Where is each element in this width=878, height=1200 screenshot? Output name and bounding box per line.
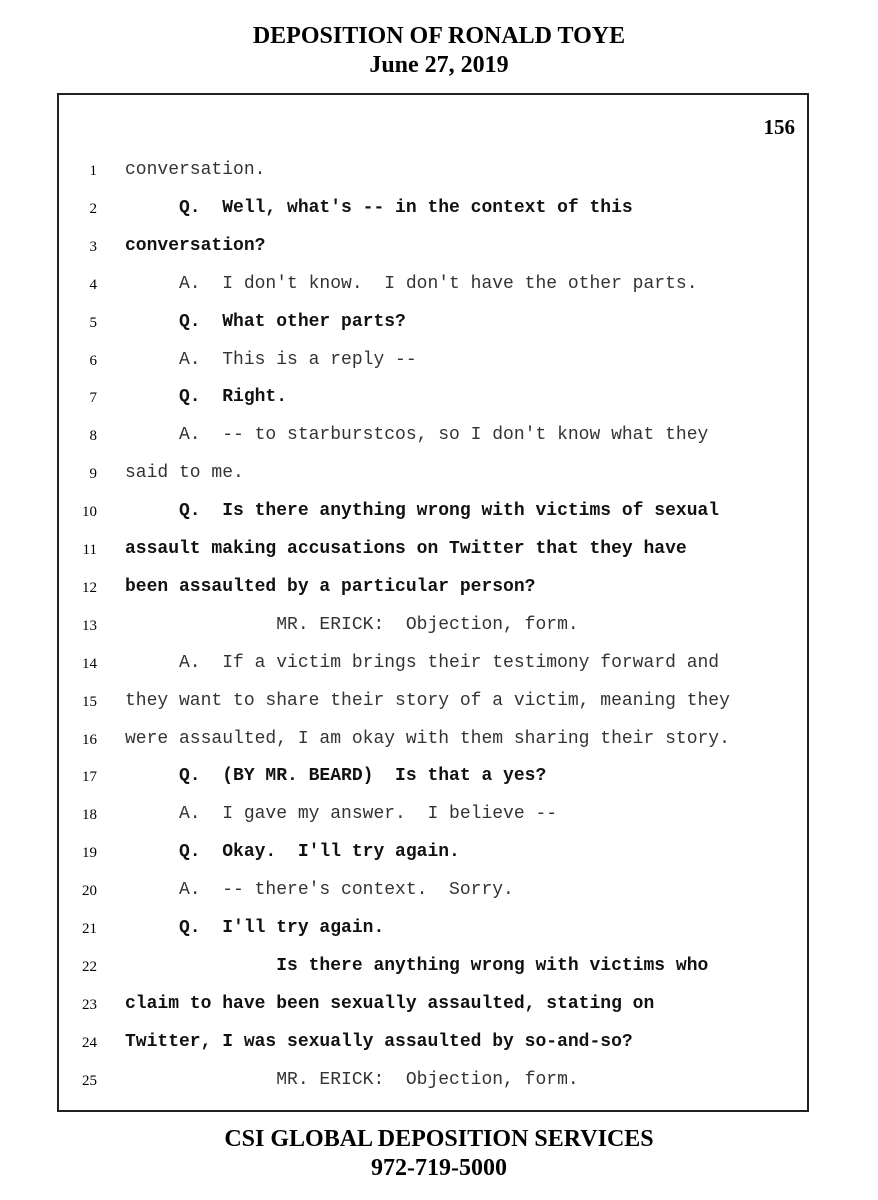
line-number: 9 — [89, 466, 97, 483]
line-number: 18 — [82, 807, 97, 824]
line-number: 11 — [82, 542, 97, 558]
transcript-line — [59, 765, 807, 803]
transcript-line — [59, 728, 807, 766]
line-text: conversation. — [125, 160, 266, 180]
line-text: MR. ERICK: Objection, form. — [125, 1069, 579, 1090]
line-number: 25 — [82, 1072, 97, 1089]
transcript-line — [59, 386, 807, 424]
transcript-line — [59, 955, 807, 993]
line-text: Q. What other parts? — [125, 311, 406, 332]
transcript-line — [59, 159, 807, 197]
transcript-line — [59, 349, 807, 387]
line-text: A. -- there's context. Sorry. — [125, 880, 514, 901]
line-number: 13 — [82, 617, 97, 634]
line-text: they want to share their story of a victim, meaning they — [125, 690, 730, 711]
line-text: Q. (BY MR. BEARD) Is that a yes? — [125, 766, 547, 787]
company-phone: 972-719-5000 — [371, 1155, 507, 1181]
page-header — [0, 22, 878, 80]
page-footer — [0, 1125, 878, 1183]
line-number: 23 — [82, 996, 97, 1013]
line-number: 8 — [89, 428, 97, 445]
line-number: 21 — [82, 921, 97, 937]
line-text: Q. Well, what's -- in the context of this — [125, 197, 633, 218]
line-text: MR. ERICK: Objection, form. — [125, 614, 579, 635]
transcript-line — [59, 1069, 807, 1107]
transcript-line — [59, 879, 807, 917]
transcript-line — [59, 993, 807, 1031]
line-number: 14 — [82, 655, 97, 672]
deposition-title: DEPOSITION OF RONALD TOYE — [252, 23, 626, 49]
line-number: 6 — [89, 352, 97, 369]
transcript-line — [59, 1031, 807, 1069]
line-number: 10 — [82, 504, 97, 521]
transcript-line — [59, 235, 807, 273]
deposition-date: June 27, 2019 — [369, 52, 509, 78]
company-name: CSI GLOBAL DEPOSITION SERVICES — [224, 1126, 654, 1152]
transcript-line — [59, 576, 807, 614]
line-number: 20 — [82, 883, 97, 900]
transcript-line — [59, 652, 807, 690]
transcript-page — [57, 93, 809, 1112]
line-number: 16 — [82, 731, 97, 748]
line-number: 7 — [89, 390, 97, 407]
line-number: 2 — [89, 200, 97, 217]
transcript-line — [59, 614, 807, 652]
page-number: 156 — [763, 115, 795, 139]
transcript-line — [59, 462, 807, 500]
line-number: 3 — [89, 238, 97, 255]
line-text: A. I don't know. I don't have the other parts. — [125, 273, 698, 294]
transcript-line — [59, 538, 807, 576]
transcript-line — [59, 690, 807, 728]
transcript-line — [59, 273, 807, 311]
line-number: 19 — [82, 845, 97, 862]
line-text: Q. Right. — [125, 387, 288, 408]
line-number: 5 — [89, 314, 97, 331]
line-text: Twitter, I was sexually assaulted by so-and-so? — [125, 1031, 633, 1052]
line-text: Is there anything wrong with victims who — [125, 955, 709, 976]
line-text: been assaulted by a particular person? — [125, 576, 536, 597]
line-number: 4 — [89, 276, 97, 293]
line-text: Q. I'll try again. — [125, 918, 385, 938]
line-text: were assaulted, I am okay with them sharing their story. — [125, 728, 730, 749]
transcript-line — [59, 197, 807, 235]
transcript-lines — [59, 95, 807, 1110]
line-number: 24 — [82, 1034, 97, 1051]
line-text: claim to have been sexually assaulted, stating on — [125, 993, 655, 1014]
line-text: said to me. — [125, 463, 244, 484]
line-number: 17 — [82, 769, 97, 786]
line-text: A. If a victim brings their testimony forward and — [125, 652, 720, 673]
transcript-line — [59, 424, 807, 462]
line-number: 15 — [82, 693, 97, 710]
line-text: A. I gave my answer. I believe -- — [125, 804, 558, 825]
transcript-line — [59, 500, 807, 538]
line-text: assault making accusations on Twitter that they have — [125, 539, 687, 559]
transcript-line — [59, 917, 807, 955]
transcript-line — [59, 311, 807, 349]
line-text: Q. Is there anything wrong with victims of sexual — [125, 501, 720, 522]
line-text: conversation? — [125, 235, 266, 256]
line-number: 1 — [89, 163, 97, 179]
transcript-line — [59, 803, 807, 841]
line-number: 22 — [82, 958, 97, 975]
line-text: Q. Okay. I'll try again. — [125, 842, 460, 863]
line-text: A. -- to starburstcos, so I don't know what they — [125, 425, 709, 446]
transcript-line — [59, 841, 807, 879]
line-number: 12 — [82, 579, 97, 596]
line-text: A. This is a reply -- — [125, 349, 417, 370]
